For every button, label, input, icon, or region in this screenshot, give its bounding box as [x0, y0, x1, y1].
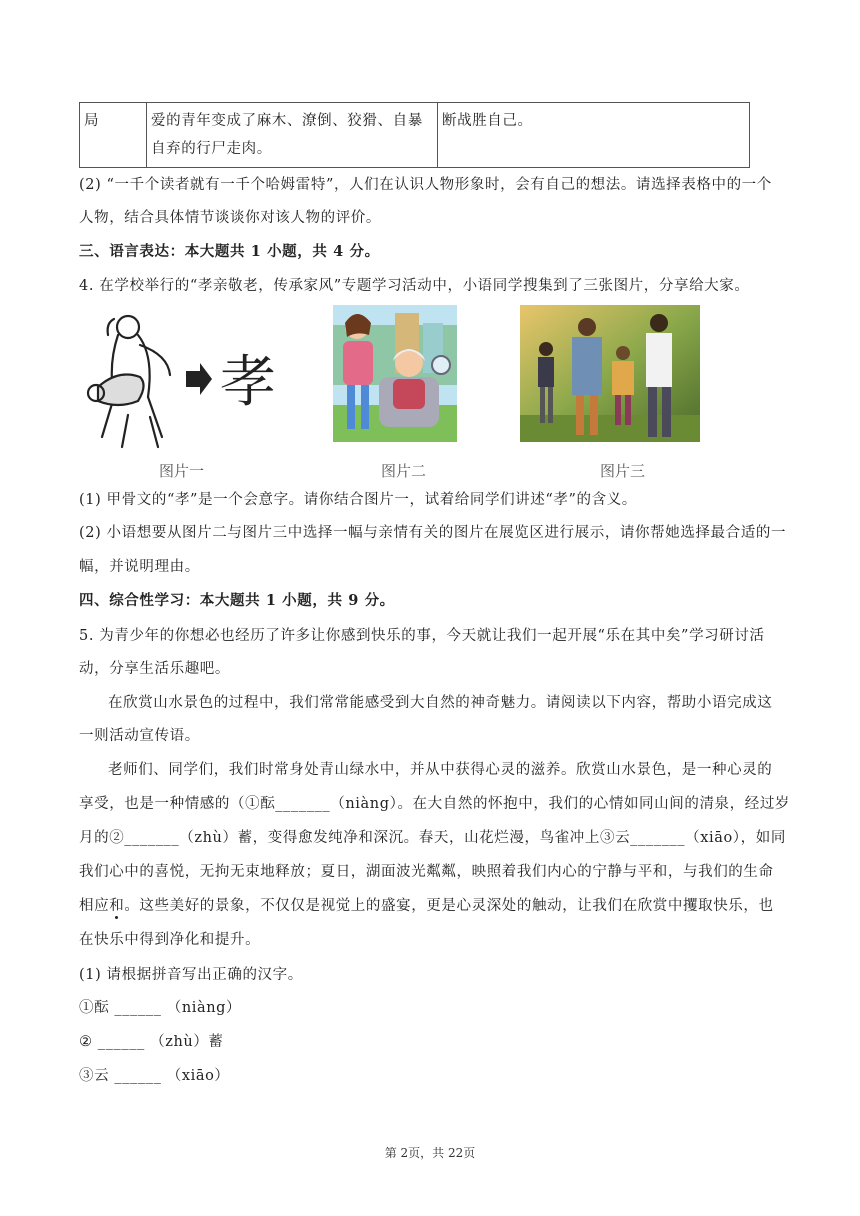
question-4-2-line2: 幅，并说明理由。 [79, 559, 200, 575]
table-cell-text: 爱的青年变成了麻木、潦倒、狡猾、自暴 [151, 113, 423, 129]
table-cell [147, 103, 438, 168]
question-4-2-line1: (2) 小语想要从图片二与图片三中选择一幅与亲情有关的图片在展览区进行展示，请你帮她选择最合适的一 [79, 525, 787, 541]
answer-blank-1: ①酝 ______ （niàng） [79, 1000, 242, 1016]
table-cell: 断战胜自己。 [438, 103, 750, 168]
question-5-1: (1) 请根据拼音写出正确的汉字。 [79, 967, 303, 983]
paragraph-2-line6: 在快乐中得到净化和提升。 [79, 932, 261, 948]
question-3-2-line2: 人物，结合具体情节谈谈你对该人物的评价。 [79, 210, 381, 226]
figure-2-illustration [333, 305, 457, 442]
figure-2-caption: 图片二 [381, 462, 427, 480]
paragraph-2-line1: 老师们、同学们，我们时常身处青山绿水中，并从中获得心灵的滋养。欣赏山水景色，是一种心灵的 [108, 762, 773, 778]
paragraph-2-line2: 享受，也是一种情感的（①酝_______（niàng）。在大自然的怀抱中，我们的心情如同山间的清泉，经过岁 [79, 796, 791, 812]
paragraph-1-line2: 一则活动宣传语。 [79, 728, 200, 744]
question-5-intro-line1: 5. 为青少年的你想必也经历了许多让你感到快乐的事，今天就让我们一起开展“乐在其中矣”学习研讨活 [79, 628, 765, 644]
table-cell-text: 自弃的行尸走肉。 [151, 141, 272, 157]
paragraph-2-line4: 我们心中的喜悦，无拘无束地释放；夏日，湖面波光粼粼，映照着我们内心的宁静与平和，与我们的生命 [79, 864, 774, 880]
question-4-intro: 4. 在学校举行的“孝亲敬老，传承家风”专题学习活动中，小语同学搜集到了三张图片，分享给大家。 [79, 278, 750, 294]
answer-blank-3: ③云 ______ （xiāo） [79, 1068, 230, 1084]
table-cell: 局 [80, 103, 147, 168]
text-segment: 。这些美好的景象，不仅仅是视觉上的盛宴，更是心灵深处的触动，让我们在欣赏中攫取快乐，也 [124, 898, 774, 914]
elder-carrying-child-drawing [88, 316, 170, 447]
character-table [79, 102, 750, 168]
question-4-1: (1) 甲骨文的“孝”是一个会意字。请你结合图片一，试着给同学们讲述“孝”的含义。 [79, 492, 637, 508]
figure-3-caption: 图片三 [600, 462, 646, 480]
paragraph-2-line3: 月的②_______（zhù）蓄，变得愈发纯净和深沉。春天，山花烂漫，鸟雀冲上③云_______（xiāo），如同 [79, 830, 786, 846]
xiao-oracle-glyph: 孝 [220, 350, 276, 415]
figure-3-photo [520, 305, 700, 442]
paragraph-2-line5 [79, 896, 774, 916]
text-segment: 相应 [79, 898, 110, 914]
question-3-2-line1: (2) “一千个读者就有一千个哈姆雷特”，人们在认识人物形象时，会有自己的想法。请选择表格中的一个 [79, 177, 772, 193]
table-row [80, 103, 750, 168]
figure-1-caption: 图片一 [159, 462, 205, 480]
paragraph-1-line1: 在欣赏山水景色的过程中，我们常常能感受到大自然的神奇魅力。请阅读以下内容，帮助小语完成这 [108, 695, 773, 711]
question-5-intro-line2: 动，分享生活乐趣吧。 [79, 661, 230, 677]
page-footer: 第 2页，共 22页 [384, 1146, 476, 1160]
answer-blank-2: ② ______ （zhù）蓄 [79, 1034, 224, 1050]
emphasis-dot-character: 和 [109, 898, 125, 914]
section-3-heading: 三、语言表达：本大题共 1 小题，共 4 分。 [79, 243, 380, 260]
arrow-icon [186, 363, 212, 395]
figure-1-illustration [78, 305, 290, 453]
section-4-heading: 四、综合性学习：本大题共 1 小题，共 9 分。 [79, 592, 395, 609]
